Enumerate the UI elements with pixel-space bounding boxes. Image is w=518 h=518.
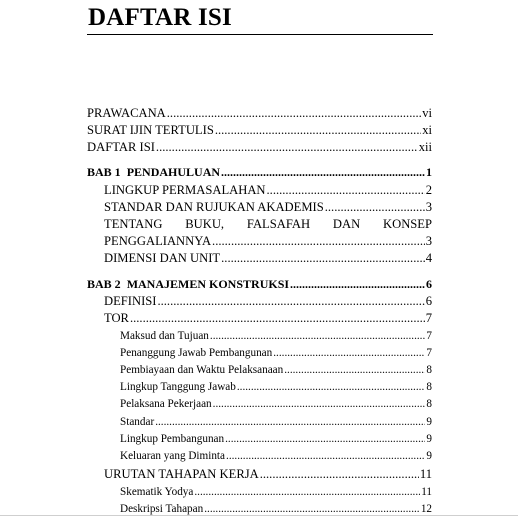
- toc-entry-label: Lingkup Pembangunan: [120, 433, 225, 445]
- toc-page-number: 8: [426, 364, 432, 376]
- toc-entry-label: Deskripsi Tahapan: [120, 503, 204, 515]
- toc-chapter-bab-1[interactable]: [87, 164, 432, 180]
- toc-leader-dots: [157, 293, 424, 309]
- toc-leader-dots: [226, 448, 425, 464]
- toc-entry-skematik-yodya[interactable]: [120, 484, 432, 500]
- toc-page-number: 3: [425, 200, 432, 214]
- toc-entry-standar-rujukan[interactable]: [104, 199, 432, 215]
- toc-leader-dots: [155, 414, 425, 430]
- toc-entry-dimensi-unit[interactable]: [104, 250, 432, 266]
- toc-entry-label: Maksud dan Tujuan: [120, 330, 209, 342]
- toc-entry-label: Pelaksana Pekerjaan: [120, 398, 212, 410]
- toc-leader-dots: [284, 362, 425, 378]
- toc-page-number: 6: [425, 294, 432, 308]
- toc-leader-dots: [325, 199, 425, 215]
- toc-leader-dots: [194, 484, 420, 500]
- toc-entry-definisi[interactable]: [104, 293, 432, 309]
- toc-entry-lingkup-tanggung-jawab[interactable]: [120, 379, 432, 395]
- toc-page-number: 7: [426, 347, 432, 359]
- toc-page-number: 9: [426, 416, 432, 428]
- chapter-heading: [87, 276, 289, 292]
- page-title: DAFTAR ISI: [88, 4, 232, 31]
- toc-leader-dots: [156, 139, 418, 155]
- toc-page-number: xii: [418, 140, 432, 154]
- toc-page-number: xi: [422, 123, 432, 137]
- toc-entry-label: Pembiayaan dan Waktu Pelaksanaan: [120, 364, 284, 376]
- toc-entry-label: Standar: [120, 416, 155, 428]
- toc-entry-label: Lingkup Tanggung Jawab: [120, 381, 236, 393]
- toc-page-number: 6: [426, 277, 432, 291]
- toc-leader-dots: [237, 379, 426, 395]
- chapter-number: BAB 1: [87, 165, 121, 179]
- page-bottom-edge: [0, 515, 518, 516]
- toc-chapter-bab-2[interactable]: [87, 276, 432, 292]
- toc-page-number: 4: [425, 251, 432, 265]
- toc-page-number: 7: [426, 330, 432, 342]
- toc-leader-dots: [221, 164, 425, 180]
- chapter-heading: [87, 164, 220, 180]
- toc-entry-keluaran-diminta[interactable]: [120, 448, 432, 464]
- toc-word: BUKU,: [185, 217, 225, 231]
- toc-entry-standar[interactable]: [120, 414, 432, 430]
- toc-entry-tor[interactable]: [104, 310, 432, 326]
- toc-page-number: 9: [426, 450, 432, 462]
- toc-page-number: 7: [425, 311, 432, 325]
- toc-word: FALSAFAH: [246, 217, 311, 231]
- toc-page-number: 1: [426, 165, 432, 179]
- toc-page-number: vi: [422, 106, 432, 120]
- toc-leader-dots: [273, 345, 425, 361]
- toc-entry-label: PENGGALIANNYA: [104, 234, 212, 248]
- toc-entry-daftar-isi[interactable]: [87, 139, 432, 155]
- toc-entry-label: PRAWACANA: [87, 106, 166, 120]
- toc-entry-urutan-tahapan[interactable]: [104, 466, 432, 482]
- toc-entry-label: DIMENSI DAN UNIT: [104, 251, 221, 265]
- toc-page-number: 3: [425, 234, 432, 248]
- toc-leader-dots: [225, 431, 425, 447]
- toc-entry-tentang-buku-line1[interactable]: [104, 216, 432, 232]
- toc-entry-lingkup-permasalahan[interactable]: [104, 182, 432, 198]
- toc-entry-surat-ijin[interactable]: [87, 122, 432, 138]
- chapter-number: BAB 2: [87, 277, 121, 291]
- toc-word: DAN: [332, 217, 361, 231]
- toc-page-number: 8: [426, 398, 432, 410]
- toc-leader-dots: [212, 233, 425, 249]
- toc-entry-prawacana[interactable]: [87, 105, 432, 121]
- toc-leader-dots: [210, 328, 426, 344]
- toc-entry-label: DEFINISI: [104, 294, 157, 308]
- toc-page-number: 11: [419, 467, 432, 481]
- toc-word: KONSEP: [383, 217, 432, 231]
- toc-entry-label: STANDAR DAN RUJUKAN AKADEMIS: [104, 200, 324, 214]
- toc-page-number: 2: [425, 183, 432, 197]
- toc-entry-lingkup-pembangunan[interactable]: [120, 431, 432, 447]
- toc-leader-dots: [167, 105, 421, 121]
- toc-entry-tentang-buku-line2[interactable]: [104, 233, 432, 249]
- chapter-title: PENDAHULUAN: [126, 165, 221, 179]
- toc-leader-dots: [213, 396, 426, 412]
- toc-entry-label: URUTAN TAHAPAN KERJA: [104, 467, 259, 481]
- toc-entry-label: LINGKUP PERMASALAHAN: [104, 183, 266, 197]
- toc-entry-label: Skematik Yodya: [120, 486, 194, 498]
- chapter-title: MANAJEMEN KONSTRUKSI: [126, 277, 290, 291]
- toc-leader-dots: [260, 466, 419, 482]
- toc-entry-pembiayaan-waktu[interactable]: [120, 362, 432, 378]
- toc-page-number: 8: [426, 381, 432, 393]
- toc-entry-maksud-tujuan[interactable]: [120, 328, 432, 344]
- toc-entry-penanggung-jawab[interactable]: [120, 345, 432, 361]
- toc-entry-label: TOR: [104, 311, 129, 325]
- toc-leader-dots: [290, 276, 425, 292]
- toc-entry-label: Keluaran yang Diminta: [120, 450, 226, 462]
- toc-entry-label: DAFTAR ISI: [87, 140, 155, 154]
- toc-page-number: 11: [421, 486, 432, 498]
- title-underline: [87, 34, 433, 35]
- toc-leader-dots: [215, 122, 421, 138]
- toc-leader-dots: [267, 182, 425, 198]
- toc-entry-label: SURAT IJIN TERTULIS: [87, 123, 214, 137]
- toc-word: TENTANG: [104, 217, 163, 231]
- toc-leader-dots: [221, 250, 425, 266]
- toc-leader-dots: [130, 310, 425, 326]
- toc-page-number: 12: [420, 503, 432, 515]
- toc-entry-label: Penanggung Jawab Pembangunan: [120, 347, 273, 359]
- toc-entry-pelaksana-pekerjaan[interactable]: [120, 396, 432, 412]
- toc-page-number: 9: [426, 433, 432, 445]
